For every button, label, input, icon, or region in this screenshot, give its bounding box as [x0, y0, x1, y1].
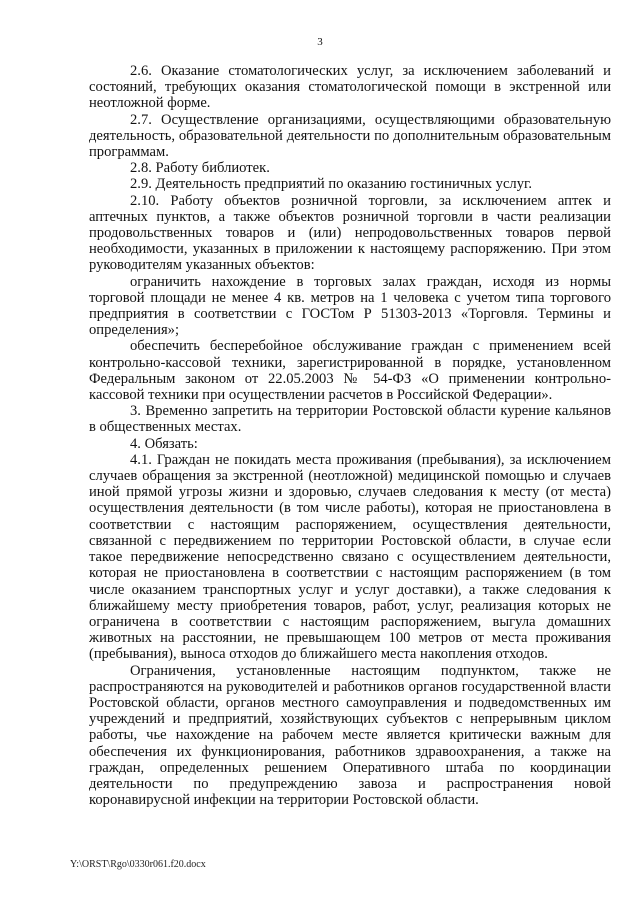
paragraph-2-9: 2.9. Деятельность предприятий по оказанию гостиничных услуг.: [130, 176, 532, 193]
paragraph-4-1: 4.1. Граждан не покидать места проживания (пребывания), за исключением случаев обращения за экстренной (неотложной) медицинской помощью и случаев иной прямой угрозы жизни и здоровью, случаев следования к месту (от места) осуществления деятельности (в том числе работы), которая не приостановлена в соответствии с настоящим распоряжением, осуществления деятельности, связанной с передвижением по территории Ростовской области, в случае если такое передвижение непосредственно связано с осуществлением деятельности, которая не приостановлена в соответствии с настоящим распоряжением (в том числе оказанием транспортных услуг и услуг доставки), а также следования к ближайшему месту приобретения товаров, работ, услуг, реализация которых не ограничена в соответствии с настоящим распоряжением, выгула домашних животных на расстоянии, не превышающем 100 метров от места проживания (пребывания), выноса отходов до ближайшего места накопления отходов.: [89, 451, 611, 663]
file-path-footer: Y:\ORST\Rgo\0330r061.f20.docx: [70, 859, 206, 870]
paragraph-2-7: 2.7. Осуществление организациями, осуществляющими образовательную деятельность, образовательной деятельности по дополнительным образовательным программам.: [89, 111, 611, 161]
paragraph-2-10-cash: обеспечить бесперебойное обслуживание граждан с применением всей контрольно-кассовой техники, зарегистрированной в порядке, установленном Федеральным законом от 22.05.2003 № 54-ФЗ «О применении контрольно-кассовой техники при осуществлении расчетов в Российской Федерации».: [89, 338, 611, 404]
document-body: [89, 63, 611, 808]
page-number: 3: [317, 36, 323, 48]
paragraph-4-1-exceptions: Ограничения, установленные настоящим подпунктом, также не распространяются на руководителей и работников органов государственной власти Ростовской области, органов местного самоуправления и подведомственных им учреждений и предприятий, хозяйствующих субъектов с непрерывным циклом работы, чье нахождение на рабочем месте является критически важным для обеспечения их функционирования, работников здравоохранения, а также на граждан, определенных решением Оперативного штаба по координации деятельности по предупреждению завоза и распространения новой коронавирусной инфекции на территории Ростовской области.: [89, 662, 611, 809]
paragraph-2-6: 2.6. Оказание стоматологических услуг, за исключением заболеваний и состояний, требующих оказания стоматологической помощи в экстренной или неотложной форме.: [89, 63, 611, 112]
paragraph-2-10: 2.10. Работу объектов розничной торговли, за исключением аптек и аптечных пунктов, а также объектов розничной торговли в части реализации продовольственных товаров и (или) непродовольственных товаров первой необходимости, указанных в приложении к настоящему распоряжению. При этом руководителям указанных объектов:: [89, 192, 611, 274]
paragraph-3: 3. Временно запретить на территории Ростовской области курение кальянов в общественных местах.: [89, 403, 611, 436]
paragraph-4: 4. Обязать:: [130, 435, 198, 452]
paragraph-2-8: 2.8. Работу библиотек.: [130, 160, 270, 177]
paragraph-2-10-limit: ограничить нахождение в торговых залах граждан, исходя из нормы торговой площади не менее 4 кв. метров на 1 человека с учетом типа торгового предприятия в соответствии с ГОСТом Р 51303-2013 «Торговля. Термины и определения»;: [89, 273, 611, 339]
